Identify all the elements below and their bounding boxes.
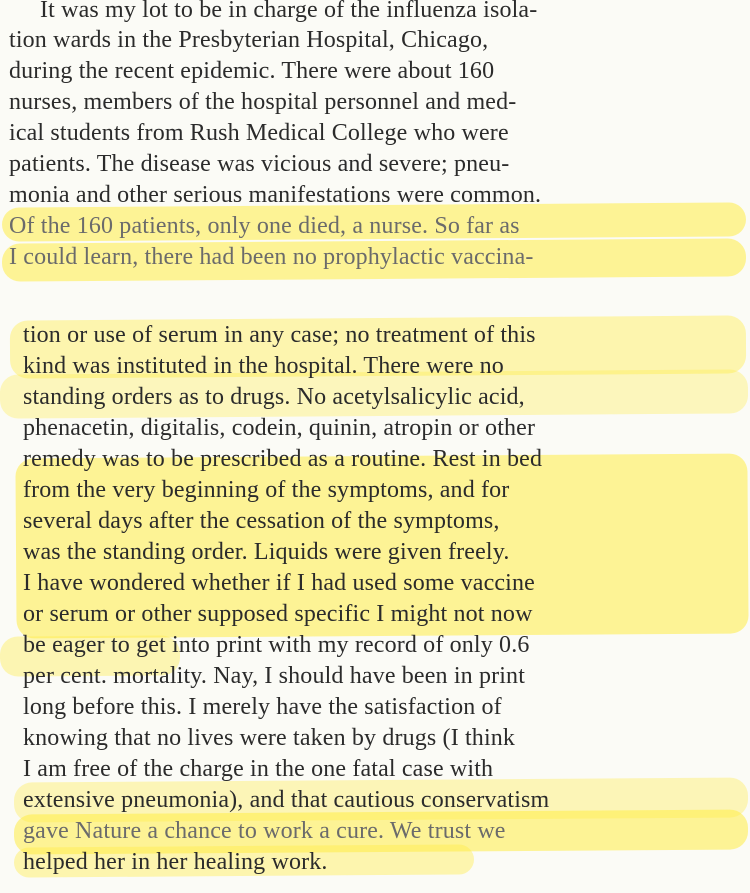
text-line: several days after the cessation of the symptoms, xyxy=(23,508,500,534)
text-line: standing orders as to drugs. No acetylsalicylic acid, xyxy=(23,384,525,410)
text-line: Of the 160 patients, only one died, a nurse. So far as xyxy=(9,213,520,239)
text-line: I have wondered whether if I had used some vaccine xyxy=(23,570,535,596)
text-line: extensive pneumonia), and that cautious conservatism xyxy=(23,787,550,813)
text-line: kind was instituted in the hospital. There were no xyxy=(23,353,504,379)
text-line: helped her in her healing work. xyxy=(23,849,328,875)
text-line: tion or use of serum in any case; no treatment of this xyxy=(23,322,536,348)
text-line: per cent. mortality. Nay, I should have been in print xyxy=(23,663,526,689)
text-line: knowing that no lives were taken by drugs (I think xyxy=(23,725,516,751)
text-line: was the standing order. Liquids were given freely. xyxy=(23,539,510,565)
text-line: It was my lot to be in charge of the influenza isola- xyxy=(40,0,538,23)
text-line: long before this. I merely have the satisfaction of xyxy=(23,694,502,720)
text-line: or serum or other supposed specific I might not now xyxy=(23,601,533,627)
text-line: I could learn, there had been no prophylactic vaccina- xyxy=(9,244,534,270)
text-line: nurses, members of the hospital personnel and med- xyxy=(9,89,517,115)
text-line: I am free of the charge in the one fatal case with xyxy=(23,756,494,782)
text-line: from the very beginning of the symptoms, and for xyxy=(23,477,510,503)
text-line: patients. The disease was vicious and severe; pneu- xyxy=(9,151,510,177)
text-line: during the recent epidemic. There were about 160 xyxy=(9,58,495,84)
text-line: gave Nature a chance to work a cure. We trust we xyxy=(23,818,506,844)
text-line: monia and other serious manifestations were common. xyxy=(9,182,542,208)
text-line: phenacetin, digitalis, codein, quinin, atropin or other xyxy=(23,415,536,441)
text-line: tion wards in the Presbyterian Hospital, Chicago, xyxy=(9,27,489,53)
text-line: be eager to get into print with my record of only 0.6 xyxy=(23,632,530,658)
text-line: ical students from Rush Medical College who were xyxy=(9,120,509,146)
text-line: remedy was to be prescribed as a routine. Rest in bed xyxy=(23,446,543,472)
